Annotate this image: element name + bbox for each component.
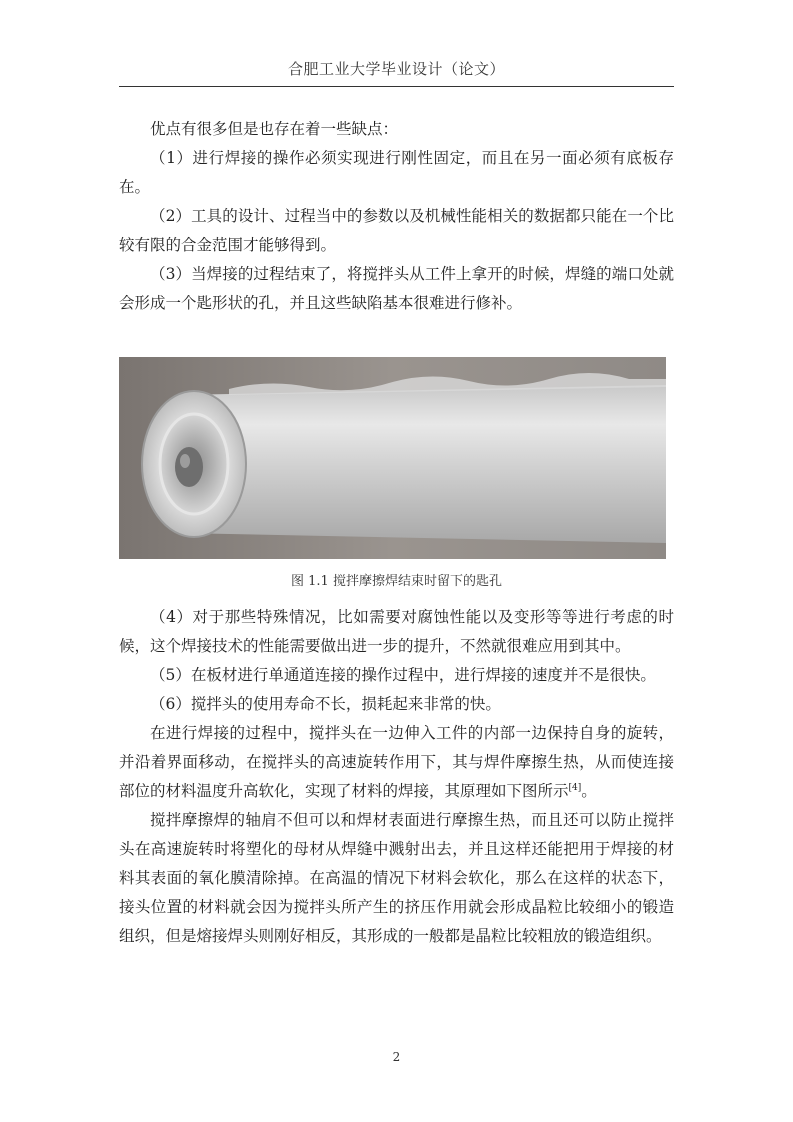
- paragraph-principle: [119, 719, 674, 806]
- principle-end: 。: [581, 782, 597, 800]
- figure-keyhole-photo: [119, 357, 666, 559]
- paragraph-drawback-5: （5）在板材进行单通道连接的操作过程中，进行焊接的速度并不是很快。: [150, 666, 656, 684]
- paragraph-drawback-2: （2）工具的设计、过程当中的参数以及机械性能相关的数据都只能在一个比较有限的合金范围才能够得到。: [119, 207, 674, 254]
- header-divider: [119, 86, 674, 87]
- paragraph-drawback-6: （6）搅拌头的使用寿命不长，损耗起来非常的快。: [150, 695, 501, 713]
- figure-caption: 图 1.1 搅拌摩擦焊结束时留下的匙孔: [291, 574, 502, 589]
- page-number: 2: [392, 1050, 401, 1064]
- paragraph-drawback-1: （1）进行焊接的操作必须实现进行刚性固定，而且在另一面必须有底板存在。: [119, 149, 674, 196]
- paragraph-drawback-4: （4）对于那些特殊情况，比如需要对腐蚀性能以及变形等等进行考虑的时候，这个焊接技术的性能需要做出进一步的提升，不然就很难应用到其中。: [119, 608, 674, 655]
- paragraph-drawback-3: （3）当焊接的过程结束了，将搅拌头从工件上拿开的时候，焊缝的端口处就会形成一个匙形状的孔，并且这些缺陷基本很难进行修补。: [119, 265, 674, 312]
- principle-text: 在进行焊接的过程中，搅拌头在一边伸入工件的内部一边保持自身的旋转，并沿着界面移动，在搅拌头的高速旋转作用下，其与焊件摩擦生热，从而使连接部位的材料温度升高软化，实现了材料的焊接，其原理如下图所示: [119, 724, 674, 800]
- paragraph-intro: 优点有很多但是也存在着一些缺点：: [150, 120, 399, 138]
- welded-tube-photo: [119, 357, 666, 559]
- paragraph-shoulder: 搅拌摩擦焊的轴肩不但可以和焊材表面进行摩擦生热，而且还可以防止搅拌头在高速旋转时将塑化的母材从焊缝中溅射出去，并且这样还能把用于焊接的材料其表面的氧化膜清除掉。在高温的情况下材料会软化，那么在这样的状态下，接头位置的材料就会因为搅拌头所产生的挤压作用就会形成晶粒比较细小的锻造组织，但是熔接焊头则刚好相反，其形成的一般都是晶粒比较粗放的锻造组织。: [119, 811, 674, 945]
- running-header: 合肥工业大学毕业设计（论文）: [287, 60, 505, 78]
- citation-ref[interactable]: [4]: [568, 782, 582, 793]
